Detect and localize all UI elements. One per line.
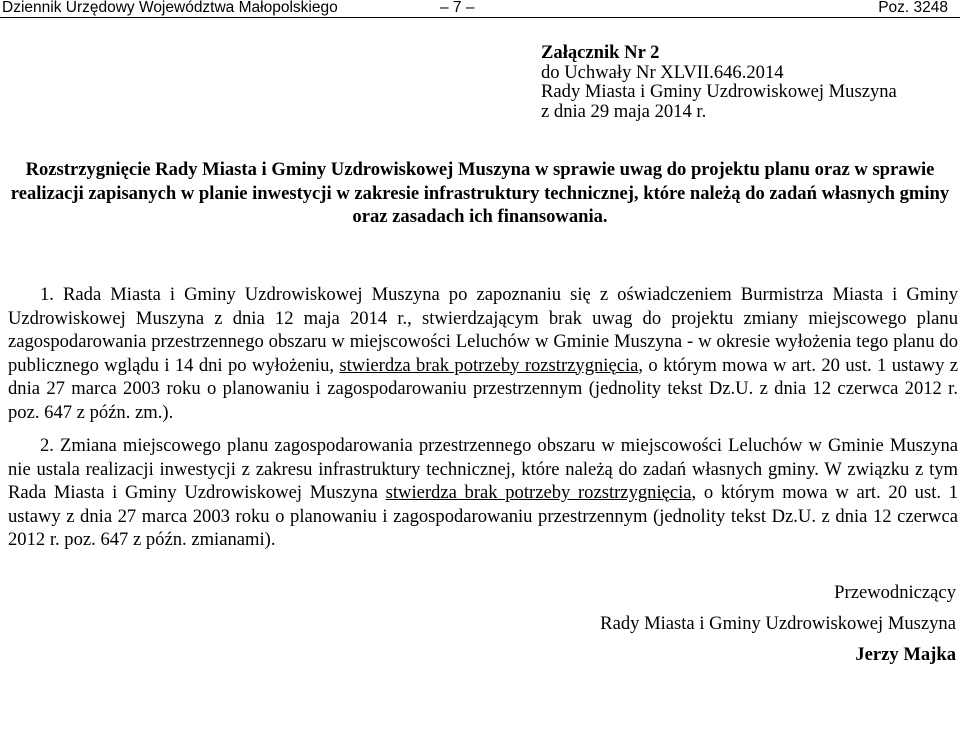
paragraph-1-decision: stwierdza brak potrzeby rozstrzygnięcia (339, 354, 639, 376)
signature-block (600, 577, 956, 670)
paragraph-1 (8, 283, 958, 424)
signatory-body: Rady Miasta i Gminy Uzdrowiskowej Muszyna (600, 613, 956, 634)
paragraph-2 (8, 434, 958, 552)
signatory-role: Przewodniczący (834, 582, 956, 603)
page-number: – 7 – (440, 0, 475, 16)
paragraph-1-legal-basis: , o którym mowa w art. 20 ust. 1 ustawy z dnia 27 marca 2003 roku o planowaniu i zagospodarowaniu przestrzennym (jednolity tekst Dz.U. z dnia 12 czerwca 2012 r. poz. 647 z późn. zm.). (8, 354, 958, 423)
signatory-name: Jerzy Majka (855, 644, 956, 665)
attachment-block (541, 43, 897, 121)
attachment-number: Załącznik Nr 2 (541, 42, 660, 63)
attachment-date: z dnia 29 maja 2014 r. (541, 100, 707, 122)
paragraph-2-legal-basis: , o którym mowa w art. 20 ust. 1 ustawy z dnia 27 marca 2003 roku o planowaniu i zagospodarowaniu przestrzennym (jednolity tekst Dz.U. z dnia 12 czerwca 2012 r. poz. 647 z późn. zmianami). (8, 482, 958, 550)
paragraph-2-text: 2. Zmiana miejscowego planu zagospodarowania przestrzennego obszaru w miejscowości Leluchów w Gminie Muszyna nie ustala realizacji inwestycji z zakresu infrastruktury technicznej, które należą do zadań własnych gminy. W związku z tym Rada Miasta i Gminy Uzdrowiskowej Muszyna (8, 435, 958, 503)
document-title: Rozstrzygnięcie Rady Miasta i Gminy Uzdrowiskowej Muszyna w sprawie uwag do projektu planu oraz w sprawie realizacji zapisanych w planie inwestycji w zakresie infrastruktury technicznej, które należą do zadań własnych gminy oraz zasadach ich finansowania. (10, 159, 950, 227)
paragraph-2-decision: stwierdza brak potrzeby rozstrzygnięcia (385, 482, 692, 503)
journal-title: Dziennik Urzędowy Województwa Małopolskiego (2, 0, 338, 16)
paragraph-1-text: 1. Rada Miasta i Gminy Uzdrowiskowej Muszyna po zapoznaniu się z oświadczeniem Burmistrza Miasta i Gminy Uzdrowiskowej Muszyna z dnia 12 maja 2014 r., stwierdzającym brak uwag do projektu zmiany miejscowego planu zagospodarowania przestrzennego obszaru w miejscowości Leluchów w Gminie Muszyna - w okresie wyłożenia tego planu do publicznego wglądu i 14 dni po wyłożeniu, (8, 284, 958, 376)
header-rule (0, 17, 960, 18)
resolution-reference: do Uchwały Nr XLVII.646.2014 (541, 61, 784, 83)
council-name: Rady Miasta i Gminy Uzdrowiskowej Muszyna (541, 81, 897, 102)
position-number: Poz. 3248 (878, 0, 948, 16)
